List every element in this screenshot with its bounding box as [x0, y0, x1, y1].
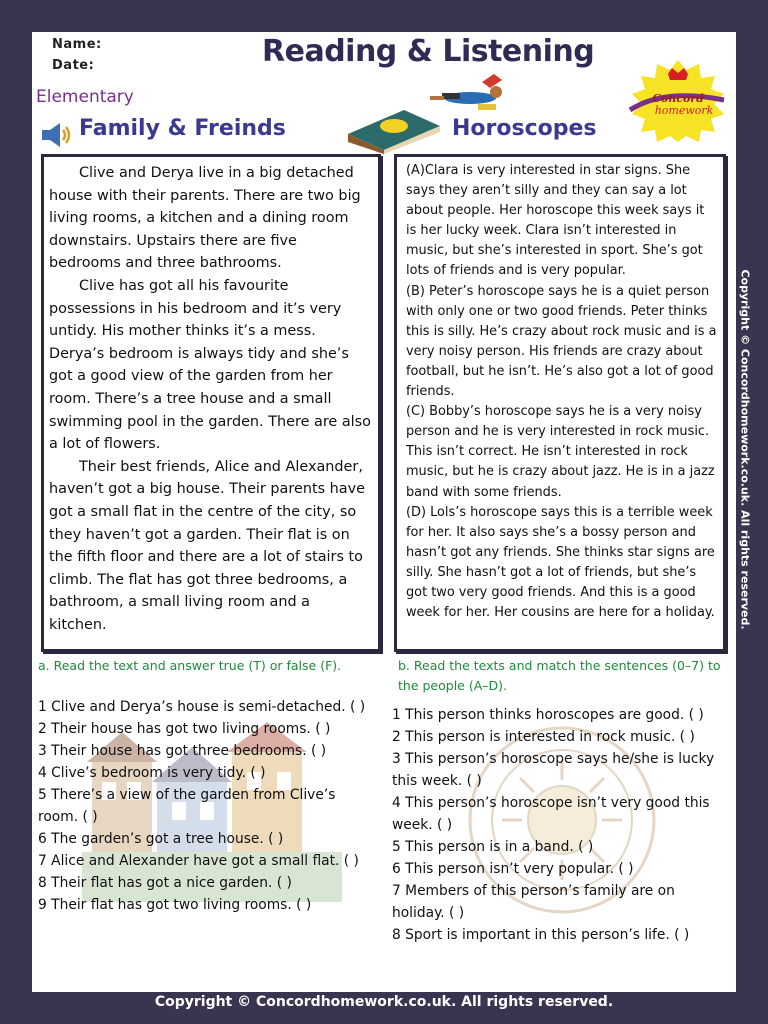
question-b8[interactable]: 8 Sport is important in this person’s life. ( )	[392, 927, 690, 943]
question-b4[interactable]: 4 This person’s horoscope isn’t very good this week. ( )	[392, 795, 710, 833]
question-a1[interactable]: 1 Clive and Derya’s house is semi-detached. ( )	[38, 699, 366, 715]
worksheet-page	[32, 32, 736, 992]
horoscope-paragraph-d: (D) Lols’s horoscope says this is a terrible week for her. It also says she’s a bossy person and hasn’t got any friends. She thinks star signs are silly. She hasn’t got a lot of friends, but she’s got two very good friends. And this is a good week for her. Her cousins are here for a holiday.	[406, 504, 715, 621]
side-copyright	[735, 250, 752, 650]
question-b3[interactable]: 3 This person’s horoscope says he/she is lucky this week. ( )	[392, 751, 715, 789]
section-heading-horoscopes: Horoscopes	[452, 116, 597, 141]
level-label: Elementary	[36, 87, 134, 107]
story-paragraph: Clive and Derya live in a big detached house with their parents. There are two big living rooms, a kitchen and a dining room downstairs. Upstairs there are five bedrooms and three bathrooms.	[49, 165, 361, 272]
horoscope-paragraph-b: (B) Peter’s horoscope says he is a quiet person with only one or two good friends. Peter thinks this is silly. He’s crazy about rock music and is a very noisy person. His friends are crazy about football, but he isn’t. He’s also got a lot of good friends.	[406, 283, 717, 400]
question-a5-continued[interactable]: room. ( )	[38, 809, 98, 825]
exercise-a-instruction: a. Read the text and answer true (T) or false (F).	[38, 658, 342, 673]
svg-text:Concord: Concord	[652, 92, 704, 105]
question-b1[interactable]: 1 This person thinks horoscopes are good. ( )	[392, 707, 704, 723]
question-a9[interactable]: 9 Their flat has got two living rooms. ( )	[38, 897, 312, 913]
question-b7[interactable]: 7 Members of this person’s family are on holiday. ( )	[392, 883, 675, 921]
concord-logo	[624, 58, 732, 142]
book-icon	[344, 104, 444, 154]
story-paragraph: Their best friends, Alice and Alexander, haven’t got a big house. Their parents have got a small flat in the centre of the city, so they haven’t got a garden. Their flat is on the fifth floor and there are a lot of stairs to climb. The flat has got three bedrooms, a bathroom, a small living room and a kitchen.	[49, 458, 365, 633]
question-a6[interactable]: 6 The garden’s got a tree house. ( )	[38, 831, 284, 847]
story-text-box	[41, 154, 381, 652]
section-heading-family-friends: Family & Freinds	[79, 116, 286, 141]
story-paragraph: Clive has got all his favourite possessions in his bedroom and it’s very untidy. His mother thinks it’s a mess. Derya’s bedroom is always tidy and she’s got a good view of the garden from her room. There’s a tree house and a small swimming pool in the garden. There are also a lot of flowers.	[49, 277, 371, 453]
question-a7[interactable]: 7 Alice and Alexander have got a small flat. ( )	[38, 853, 359, 869]
page-title: Reading & Listening	[262, 34, 595, 69]
footer-copyright: Copyright © Concordhomework.co.uk. All rights reserved.	[154, 994, 614, 1010]
question-b6[interactable]: 6 This person isn’t very popular. ( )	[392, 861, 634, 877]
question-a8[interactable]: 8 Their flat has got a nice garden. ( )	[38, 875, 292, 891]
horoscopes-text-box	[394, 154, 726, 652]
date-label: Date:	[52, 58, 95, 73]
question-a4[interactable]: 4 Clive’s bedroom is very tidy. ( )	[38, 765, 266, 781]
question-a5[interactable]: 5 There’s a view of the garden from Clive’s	[38, 787, 336, 803]
side-copyright-text: Copyright © Concordhomework.co.uk. All rights reserved.	[738, 269, 752, 630]
question-a3[interactable]: 3 Their house has got three bedrooms. ( )	[38, 743, 327, 759]
horoscope-paragraph-a: (A)Clara is very interested in star signs. She says they aren’t silly and they can say a lot about people. Her horoscope this week says it is her lucky week. Clara isn’t interested in music, but she’s interested in sport. She’s got lots of friends and is very popular.	[406, 163, 705, 279]
svg-text:homework: homework	[654, 104, 714, 117]
exercise-b-instruction: b. Read the texts and match the sentences (0–7) to the people (A–D).	[398, 658, 721, 693]
question-a2[interactable]: 2 Their house has got two living rooms. ( )	[38, 721, 331, 737]
speaker-icon[interactable]	[40, 120, 74, 150]
horoscope-paragraph-c: (C) Bobby’s horoscope says he is a very noisy person and he is very interested in rock music. This isn’t correct. He isn’t interested in rock music, but he is crazy about jazz. He is in a jazz band with some friends.	[406, 404, 715, 500]
question-b2[interactable]: 2 This person is interested in rock music. ( )	[392, 729, 695, 745]
question-b5[interactable]: 5 This person is in a band. ( )	[392, 839, 594, 855]
name-label: Name:	[52, 37, 102, 52]
logo-badge-icon	[624, 58, 732, 142]
